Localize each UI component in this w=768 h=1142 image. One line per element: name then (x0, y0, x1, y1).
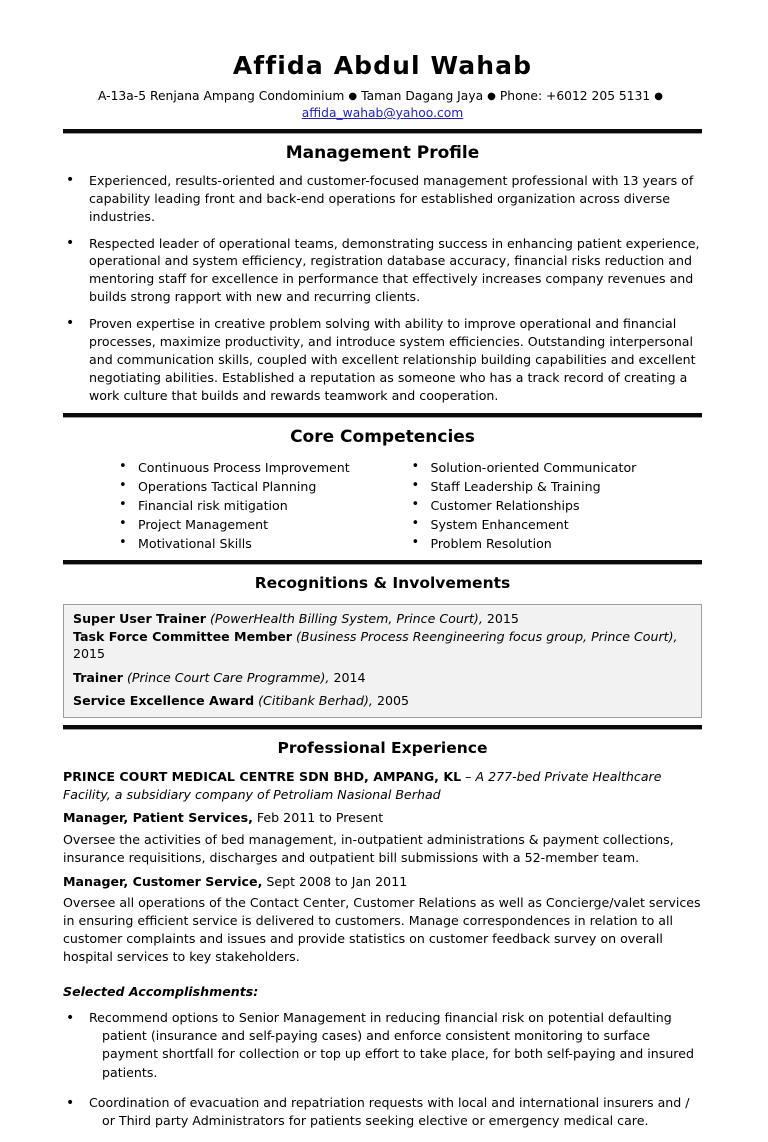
list-item: • Staff Leadership & Training (410, 477, 703, 496)
contact-separator-icon: ● (654, 90, 663, 102)
section-divider (63, 413, 702, 418)
list-item: • Solution-oriented Communicator (410, 458, 703, 477)
list-item: • Experienced, results-oriented and customer-focused management professional with 13 years of capability leading front and back-end operations for established organization across diverse industries. (63, 172, 702, 226)
list-item (63, 1094, 702, 1131)
recognition-role: Task Force Committee Member (73, 629, 292, 645)
job-dates: Sept 2008 to Jan 2011 (266, 873, 408, 889)
list-item: • Operations Tactical Planning (117, 477, 410, 496)
list-item: • Financial risk mitigation (117, 496, 410, 515)
accomplishments-heading: Selected Accomplishments: (63, 983, 259, 999)
recognition-detail: (Business Process Reengineering focus group, Prince Court), (296, 629, 678, 645)
resume-content (63, 0, 702, 1142)
recognitions-box (63, 604, 702, 718)
contact-email-line (63, 105, 702, 122)
competencies-left-column (117, 458, 410, 554)
contact-phone: Phone: +6012 205 5131 (499, 88, 651, 103)
job-title: Manager, Customer Service, (63, 873, 263, 889)
contact-separator-icon: ● (348, 90, 358, 102)
accomplishment-text: • Coordination of evacuation and repatriation requests with local and international insurers and / or Third party Administrators for patients seeking elective or emergency medical care. (89, 1094, 690, 1129)
section-divider (63, 725, 702, 730)
section-title-core-competencies: Core Competencies (290, 427, 475, 448)
contact-locality: Taman Dagang Jaya (361, 88, 484, 103)
recognition-year: 2015 (486, 610, 519, 626)
employer-description: A 277-bed Private Healthcare Facility, a subsidiary company of Petroliam Nasional Berhad (63, 769, 662, 802)
list-item: • Proven expertise in creative problem solving with ability to improve operational and financial processes, maximize productivity, and introduce system efficiencies. Outstanding interpersonal and communication skills, coupled with excellent relationship building capabilities and excellent negotiating abilities. Established a reputation as someone who has a track record of creating a work culture that builds and rewards teamwork and cooperation. (63, 315, 702, 404)
section-title-management-profile: Management Profile (285, 142, 480, 163)
recognition-detail: (Citibank Berhad), (258, 693, 373, 709)
recognition-detail: (Prince Court Care Programme), (126, 669, 330, 685)
list-item (63, 1009, 702, 1082)
recognition-year: 2014 (333, 669, 366, 685)
job-title-row (63, 873, 702, 891)
list-item: • Motivational Skills (117, 534, 410, 553)
recognition-detail: (PowerHealth Billing System, Prince Court), (210, 610, 483, 626)
section-title-recognitions: Recognitions & Involvements (254, 574, 511, 593)
recognition-item (73, 629, 692, 662)
competencies-right-column (410, 458, 703, 554)
list-item: • Problem Resolution (410, 534, 703, 553)
list-item: • Continuous Process Improvement (117, 458, 410, 477)
list-item: • Respected leader of operational teams, demonstrating success in enhancing patient experience, operational and system efficiency, registration database accuracy, financial risks reduction and mentoring staff for excellence in performance that effectively increases company revenues and builds strong rapport with new and recurring clients. (63, 235, 702, 307)
job-description: Oversee the activities of bed management, in-outpatient administrations & payment collections, insurance requisitions, discharges and outpatient bill submissions with a 52-member team. (63, 832, 674, 865)
email-link[interactable]: affida_wahab@yahoo.com (301, 106, 464, 121)
recognition-role: Trainer (73, 669, 123, 685)
section-title-professional-experience: Professional Experience (277, 738, 488, 757)
recognition-role: Service Excellence Award (73, 693, 255, 709)
contact-separator-icon: ● (487, 90, 496, 102)
profile-bullet-list (63, 172, 702, 405)
contact-line (63, 88, 702, 105)
contact-address: A-13a-5 Renjana Ampang Condominium (98, 88, 345, 103)
job-dates: Feb 2011 to Present (256, 810, 384, 826)
candidate-name: Affida Abdul Wahab (232, 51, 533, 80)
recognition-item (73, 693, 692, 710)
accomplishment-text: • Recommend options to Senior Management in reducing financial risk on potential defaulting patient (insurance and self-paying cases) and enforce consistent monitoring to surface payment shortfall for collection or top up effort to take place, for both self-paying and insured patients. (89, 1009, 694, 1080)
section-divider (63, 560, 702, 565)
accomplishments-list (63, 1009, 702, 1131)
employer-entry (63, 768, 702, 803)
employer-dash: – (465, 769, 472, 785)
job-title-row (63, 809, 702, 827)
job-description: Oversee all operations of the Contact Center, Customer Relations as well as Concierge/valet services in ensuring efficient service is delivered to customers. Manage correspondences in relation to all customer complaints and issues and provide statistics on customer feedback survey on overall hospital services to key stakeholders. (63, 895, 701, 965)
recognition-role: Super User Trainer (73, 610, 206, 626)
recognition-year: 2015 (73, 645, 106, 661)
recognition-item (73, 670, 692, 687)
competencies-columns (63, 458, 702, 554)
list-item: • Customer Relationships (410, 496, 703, 515)
recognition-item (73, 611, 692, 628)
list-item: • Project Management (117, 515, 410, 534)
recognition-year: 2005 (376, 693, 410, 709)
employer-name: PRINCE COURT MEDICAL CENTRE SDN BHD, AMPANG, KL (63, 769, 462, 785)
section-divider (63, 129, 702, 134)
job-title: Manager, Patient Services, (63, 810, 253, 826)
list-item: • System Enhancement (410, 515, 703, 534)
